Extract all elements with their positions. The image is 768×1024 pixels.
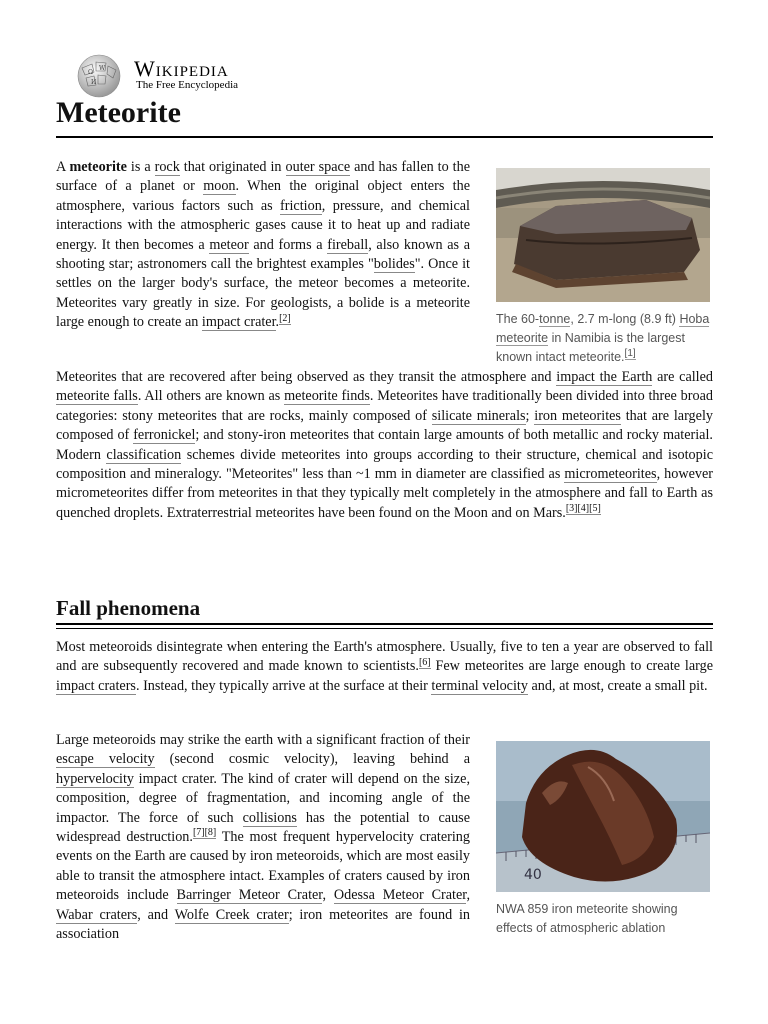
text: , pressure, and chemical interactions with the atmospheric gases cause it to heat up and radiate energy. It then becomes a — [56, 197, 470, 253]
svg-text:W: W — [99, 65, 106, 72]
link-friction[interactable]: friction — [280, 197, 322, 214]
text: impact crater. The kind of crater will depend on the size, composition, degree of fragmentation, and incoming angle of the impactor. The force of such — [56, 770, 470, 826]
link-escape-velocity[interactable]: escape velocity — [56, 751, 155, 768]
text: ; iron meteorites are found in association — [56, 906, 470, 943]
site-tagline: The Free Encyclopedia — [136, 79, 239, 91]
intro-paragraph-1 — [56, 158, 470, 333]
wikipedia-globe-icon — [74, 54, 124, 98]
citation-link[interactable]: [1] — [624, 347, 636, 359]
link-hypervelocity[interactable]: hypervelocity — [56, 770, 135, 787]
text: . When the original object enters the atmosphere, various factors such as — [56, 178, 470, 214]
text: Most meteoroids disintegrate when entering the Earth's atmosphere. Usually, five to ten a year are observed to fall and are subsequently recovered and made known to scientists. — [56, 639, 713, 675]
hoba-meteorite-image[interactable] — [496, 168, 710, 302]
text: A — [56, 159, 70, 175]
section-paragraph-2 — [56, 731, 470, 944]
link-hoba-meteorite[interactable]: Hoba meteorite — [496, 312, 710, 345]
text: Few meteorites are large enough to create large — [430, 658, 713, 675]
link-moon[interactable]: moon — [203, 178, 236, 195]
citation-link[interactable]: [3][4][5] — [565, 503, 601, 515]
wikipedia-logo[interactable] — [74, 52, 314, 98]
text: schemes divide meteorites into groups according to their structure, chemical and isotopic composition and mineralogy. "Meteorites" less than ~1 mm in diameter are classified as — [56, 446, 713, 483]
svg-text:Ω: Ω — [88, 69, 93, 76]
bold-term: meteorite — [69, 159, 127, 175]
link-fireball[interactable]: fireball — [327, 236, 369, 253]
link-silicate-minerals[interactable]: silicate minerals — [431, 407, 526, 424]
text: The most frequent hypervelocity cratering events on the Earth are caused by iron meteoroids, which are most easily able to transit the atmosphere intact. Examples of craters caused by iron meteoroids include — [56, 829, 470, 904]
citation-link[interactable]: [7][8] — [192, 827, 217, 839]
text: ; and stony-iron meteorites that contain large amounts of both metallic and rocky material. Modern — [56, 427, 713, 463]
site-wordmark: Wikipedia — [134, 56, 229, 81]
link-impact-crater[interactable]: impact crater — [201, 314, 276, 331]
text: ". Once it settles on the larger body's surface, the meteor becomes a meteorite. Meteorites vary greatly in size. For geologists, a bolide is a meteorite large enough to create an — [56, 256, 470, 331]
text: has the potential to cause widespread destruction. — [56, 809, 470, 846]
text: and forms a — [248, 236, 328, 253]
text: Large meteoroids may strike the earth with a significant fraction of their — [56, 732, 470, 748]
link-classification[interactable]: classification — [106, 446, 182, 463]
figure-caption: NWA 859 iron meteorite showing effects of atmospheric ablation — [496, 902, 678, 935]
intro-paragraph-2 — [56, 368, 713, 523]
link-rock[interactable]: rock — [154, 159, 180, 175]
text: in Namibia is the largest known intact meteorite. — [496, 331, 685, 364]
text: , — [322, 887, 334, 904]
text: and, at most, create a small pit. — [527, 677, 708, 694]
link-iron-meteorites[interactable]: iron meteorites — [534, 407, 621, 424]
section-paragraph-1 — [56, 638, 713, 696]
text: are called — [652, 369, 714, 385]
citation-link[interactable]: [2] — [279, 312, 291, 324]
text: and has fallen to the surface of a planet or — [56, 159, 470, 195]
text: , — [466, 887, 470, 904]
text: . Meteorites have traditionally been divided into three broad categories: stony meteorites that are rocks, mainly composed of — [56, 388, 713, 424]
nwa-859-meteorite-image[interactable] — [496, 741, 710, 892]
text: is a — [126, 159, 155, 175]
text: . Instead, they typically arrive at the surface at their — [135, 677, 432, 694]
link-odessa-meteor-crater[interactable]: Odessa Meteor Crater — [333, 887, 467, 904]
link-meteorite-finds[interactable]: meteorite finds — [284, 388, 370, 405]
text: Meteorites that are recovered after being observed as they transit the atmosphere and — [56, 369, 557, 385]
link-bolides[interactable]: bolides — [373, 256, 415, 273]
link-barringer-meteor-crater[interactable]: Barringer Meteor Crater — [176, 887, 323, 904]
figure-caption — [496, 310, 710, 367]
text: ; — [525, 407, 535, 424]
link-wolfe-creek-crater[interactable]: Wolfe Creek crater — [174, 906, 289, 923]
link-impact-craters[interactable]: impact craters — [56, 677, 136, 694]
citation-link[interactable]: [6] — [418, 656, 431, 668]
text: , 2.7 m-long (8.9 ft) — [570, 312, 680, 326]
text: , however micrometeorites differ from meteorites in that they typically melt completely in the atmosphere and fall to Earth as quenched droplets. Extraterrestrial meteorites have been found on the Moon and on Mars. — [56, 466, 713, 521]
text: that are largely composed of — [56, 407, 713, 444]
link-tonne[interactable]: tonne — [539, 312, 571, 326]
link-meteorite-falls[interactable]: meteorite falls — [56, 388, 138, 405]
link-ferronickel[interactable]: ferronickel — [133, 427, 196, 444]
figure-hoba-meteorite — [496, 168, 710, 367]
text: that originated in — [179, 159, 286, 175]
text: (second cosmic velocity), leaving behind a — [154, 751, 470, 768]
link-impact-the-earth[interactable]: impact the Earth — [556, 369, 653, 385]
text: , and — [137, 906, 175, 923]
link-collisions[interactable]: collisions — [242, 809, 297, 826]
link-meteor[interactable]: meteor — [209, 236, 249, 253]
text: . — [275, 314, 280, 331]
figure-nwa-859 — [496, 741, 710, 938]
text: The 60- — [496, 312, 540, 326]
link-wabar-craters[interactable]: Wabar craters — [56, 906, 138, 923]
section-divider — [56, 623, 713, 629]
text: . All others are known as — [137, 388, 285, 405]
section-heading-fall-phenomena: Fall phenomena — [56, 596, 201, 620]
ruler-label: 40 — [524, 867, 542, 883]
link-micrometeorites[interactable]: micrometeorites — [564, 466, 657, 483]
page-title: Meteorite — [56, 96, 181, 129]
title-divider — [56, 136, 713, 138]
link-terminal-velocity[interactable]: terminal velocity — [431, 677, 528, 694]
link-outer-space[interactable]: outer space — [285, 159, 351, 175]
svg-text:И: И — [91, 79, 97, 86]
text: , also known as a shooting star; astronomers call the brightest examples " — [56, 236, 470, 273]
